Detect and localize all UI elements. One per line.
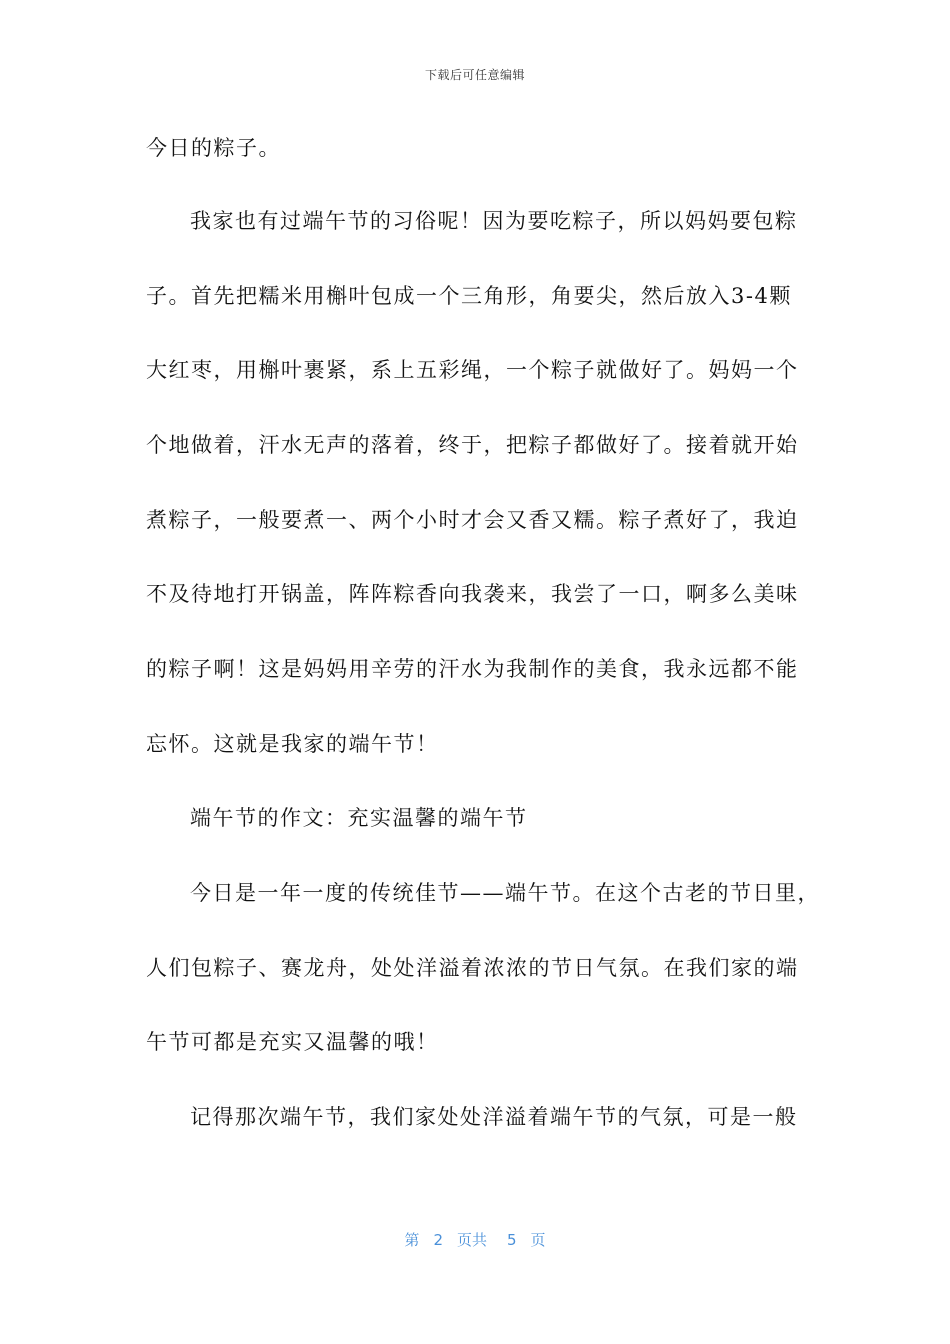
footer-suffix: 页 (530, 1231, 546, 1249)
page-footer (0, 1229, 950, 1250)
paragraph-line: 我家也有过端午节的习俗呢！因为要吃粽子，所以妈妈要包粽 (190, 209, 798, 233)
header-note: 下载后可任意编辑 (424, 68, 525, 82)
footer-current-page: 2 (433, 1231, 443, 1249)
paragraph-line: 记得那次端午节，我们家处处洋溢着端午节的气氛，可是一般 (190, 1105, 798, 1129)
section-heading: 端午节的作文：充实温馨的端午节 (190, 806, 528, 830)
footer-middle: 页共 (456, 1231, 487, 1249)
paragraph-line: 子。首先把糯米用槲叶包成一个三角形，角要尖，然后放入3-4颗 (146, 284, 792, 308)
paragraph-line: 的粽子啊！这是妈妈用辛劳的汗水为我制作的美食，我永远都不能 (146, 657, 799, 681)
paragraph-line: 今日是一年一度的传统佳节——端午节。在这个古老的节日里， (190, 881, 820, 905)
paragraph-line: 个地做着，汗水无声的落着，终于，把粽子都做好了。接着就开始 (146, 433, 799, 457)
footer-prefix: 第 (404, 1231, 420, 1249)
footer-total-pages: 5 (507, 1231, 517, 1249)
paragraph-line: 煮粽子，一般要煮一、两个小时才会又香又糯。粽子煮好了，我迫 (146, 508, 799, 532)
paragraph-line: 午节可都是充实又温馨的哦！ (146, 1030, 439, 1054)
paragraph-line: 不及待地打开锅盖，阵阵粽香向我袭来，我尝了一口，啊多么美味 (146, 582, 799, 606)
paragraph-line: 大红枣，用槲叶裹紧，系上五彩绳，一个粽子就做好了。妈妈一个 (146, 358, 799, 382)
paragraph-line: 今日的粽子。 (146, 136, 281, 160)
paragraph-line: 人们包粽子、赛龙舟，处处洋溢着浓浓的节日气氛。在我们家的端 (146, 956, 799, 980)
paragraph-line: 忘怀。这就是我家的端午节！ (146, 732, 439, 756)
